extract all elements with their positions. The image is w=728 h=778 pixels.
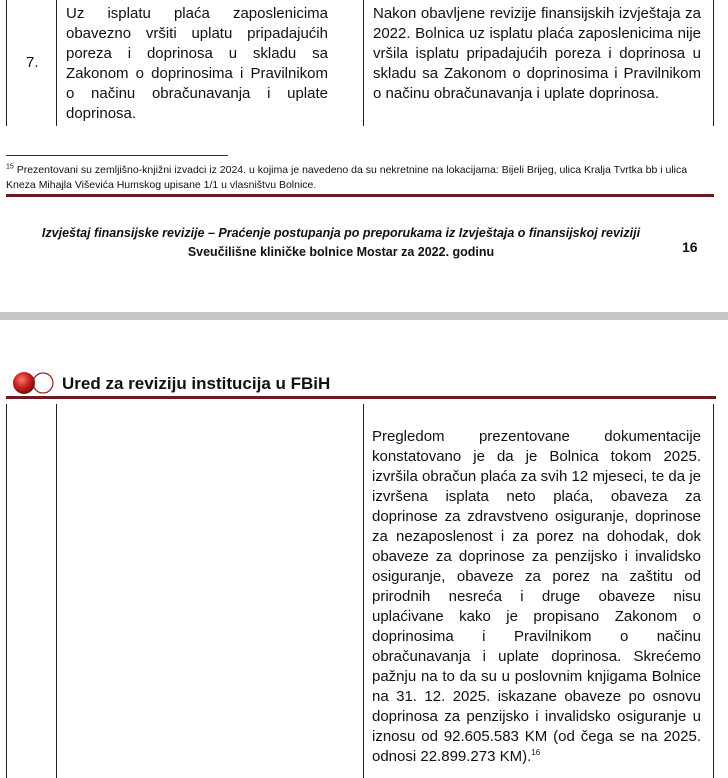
page-footer-title (6, 224, 676, 262)
table-border-number (56, 0, 57, 126)
footnote-marker: 15 (6, 163, 14, 171)
previous-page (0, 0, 728, 312)
page-gap (0, 312, 728, 320)
table-border-right (713, 0, 714, 126)
page-number: 16 (682, 239, 698, 255)
row-number: 7. (26, 54, 39, 71)
table-border-left-2 (6, 404, 7, 778)
footnote-ref-16: 16 (531, 748, 541, 757)
footer-line-1: Izvještaj finansijske revizije – Praćenje postupanja po preporukama iz Izvještaja o finansijskoj reviziji (41, 226, 641, 240)
footnote-text: Prezentovani su zemljišno-knjižni izvadci iz 2024. u kojima je navedeno da su nekretnine na lokacijama: Bijeli Brijeg, ulica Kralja Tvrtka bb i ulica Kneza Mihajla Viševića Humskog upisane 1/1 u vlasništvu Bolnice. (6, 164, 688, 191)
footnote-15 (6, 163, 712, 193)
recommendation-cell: Uz isplatu plaća zaposlenicima obavezno vršiti uplatu pripadajućih poreza i doprinosa u skladu sa Zakonom o doprinosima i Pravilnikom o načinu obračunavanja i uplate doprinosa. (66, 5, 328, 122)
footer-divider (6, 194, 714, 197)
table-border-middle-2 (363, 404, 364, 778)
findings-paragraph (372, 427, 701, 767)
status-cell: Nakon obavljene revizije finansijskih izvještaja za 2022. Bolnica uz isplatu plaća zaposlenicima nije vršila isplatu pripadajućih poreza i doprinosa u skladu sa Zakonom o doprinosima i Pravilnikom o načinu obračunavanja i uplate doprinosa. (373, 5, 701, 102)
table-border-number-2 (56, 404, 57, 778)
circles-logo-icon (10, 371, 56, 395)
table-border-left (6, 0, 7, 126)
table-border-middle (363, 0, 364, 126)
footnote-separator (6, 155, 228, 156)
table-border-right-2 (713, 404, 714, 778)
institution-title: Ured za reviziju institucija u FBiH (62, 374, 331, 393)
header-divider (6, 396, 716, 399)
footer-line-2: Sveučilišne kliničke bolnice Mostar za 2022. godinu (187, 245, 495, 259)
findings-text: Pregledom prezentovane dokumentacije konstatovano je da je Bolnica tokom 2025. izvršila obračun plaća za svih 12 mjeseci, te da je izvršena isplata neto plaća, obaveza za doprinose za zdravstveno osiguranje, doprinose za nezaposlenost i za porez na dohodak, dok obaveze za doprinose za penzijsko i invalidsko osiguranje, obaveze za porez na zaštitu od prirodnih nesreća i druge obaveze nisu uplaćivane kako je propisano Zakonom o doprinosima i Pravilnikom o načinu obračunavanja i uplate doprinosa. Skrećemo pažnju na to da su u poslovnim knjigama Bolnice na 31. 12. 2025. iskazane obaveze po osnovu doprinosa za penzijsko i invalidsko osiguranje u iznosu od 92.605.583 KM (od čega se na 2025. odnosi 22.899.273 KM). (372, 428, 701, 765)
